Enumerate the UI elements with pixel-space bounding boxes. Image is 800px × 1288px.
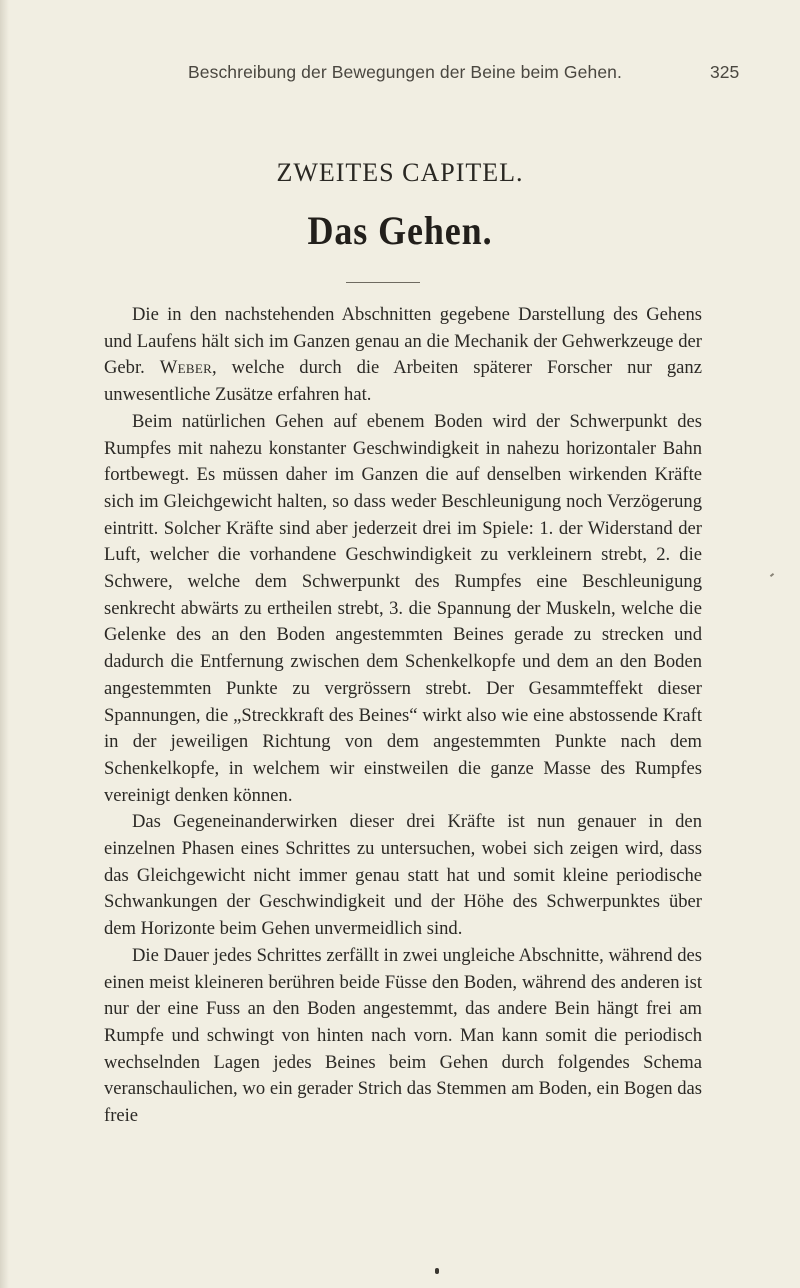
page-binding-shadow <box>0 0 9 1288</box>
ink-dot <box>435 1268 439 1274</box>
running-head: Beschreibung der Bewegungen der Beine beim Gehen. <box>188 62 622 82</box>
paragraph-text: , welche durch die Arbeiten späterer Forscher nur ganz unwesentliche Zusätze erfahren hat. <box>104 357 702 406</box>
author-name: Weber <box>159 357 213 379</box>
paragraph-text: Die in den nachstehenden Abschnitten gegebene Darstellung des Gehens und Laufens hält sich im Ganzen genau an die Mechanik der Gehwerkzeuge der Gebr. <box>104 304 702 379</box>
body-text <box>104 302 702 1130</box>
section-title: Das Gehen. <box>307 208 493 253</box>
chapter-heading: ZWEITES CAPITEL. <box>276 158 524 187</box>
paragraph: Die Dauer jedes Schrittes zerfällt in zwei ungleiche Abschnitte, während des einen meist kleineren berühren beide Füsse den Boden, während des anderen ist nur der eine Fuss an den Boden angestemmt, das andere Bein hängt frei am Rumpfe und schwingt von hinten nach vorn. Man kann somit die periodisch wechselnden Lagen jedes Beines beim Gehen durch folgendes Schema veranschaulichen, wo ein gerader Strich das Stemmen am Boden, ein Bogen das freie <box>104 944 702 1127</box>
paragraph: Beim natürlichen Gehen auf ebenem Boden wird der Schwerpunkt des Rumpfes mit nahezu konstanter Geschwindigkeit in nahezu horizontaler Bahn fortbewegt. Es müssen daher im Ganzen die auf denselben wirkenden Kräfte sich im Gleichgewicht halten, so dass weder Beschleunigung noch Verzögerung eintritt. Solcher Kräfte sind aber jederzeit drei im Spiele: 1. der Widerstand der Luft, welcher die vorhandene Geschwindigkeit zu verkleinern strebt, 2. die Schwere, welche dem Schwerpunkt des Rumpfes eine Beschleunigung senkrecht abwärts zu ertheilen strebt, 3. die Spannung der Muskeln, welche die Gelenke des an den Boden angestemmten Beines gerade zu strecken und dadurch die Entfernung zwischen dem Schenkelkopfe und dem an den Boden angestemmten Punkte zu vergrössern strebt. Der Gesammteffekt dieser Spannungen, die „Streckkraft des Beines“ wirkt also wie eine abstossende Kraft in der jeweiligen Richtung von dem angestemmten Punkte nach dem Schenkelkopfe, in welchem wir einstweilen die ganze Masse des Rumpfes vereinigt denken können. <box>104 410 702 806</box>
margin-mark <box>770 573 774 577</box>
title-rule <box>346 282 420 283</box>
page-number: 325 <box>710 62 740 82</box>
paragraph: Das Gegeneinanderwirken dieser drei Kräfte ist nun genauer in den einzelnen Phasen eines Schrittes zu untersuchen, wobei sich zeigen wird, dass das Gleichgewicht nicht immer genau statt hat und somit kleine periodische Schwankungen der Geschwindigkeit und der Höhe des Schwerpunktes über dem Horizonte beim Gehen unvermeidlich sind. <box>104 811 702 940</box>
paragraph <box>104 302 702 409</box>
